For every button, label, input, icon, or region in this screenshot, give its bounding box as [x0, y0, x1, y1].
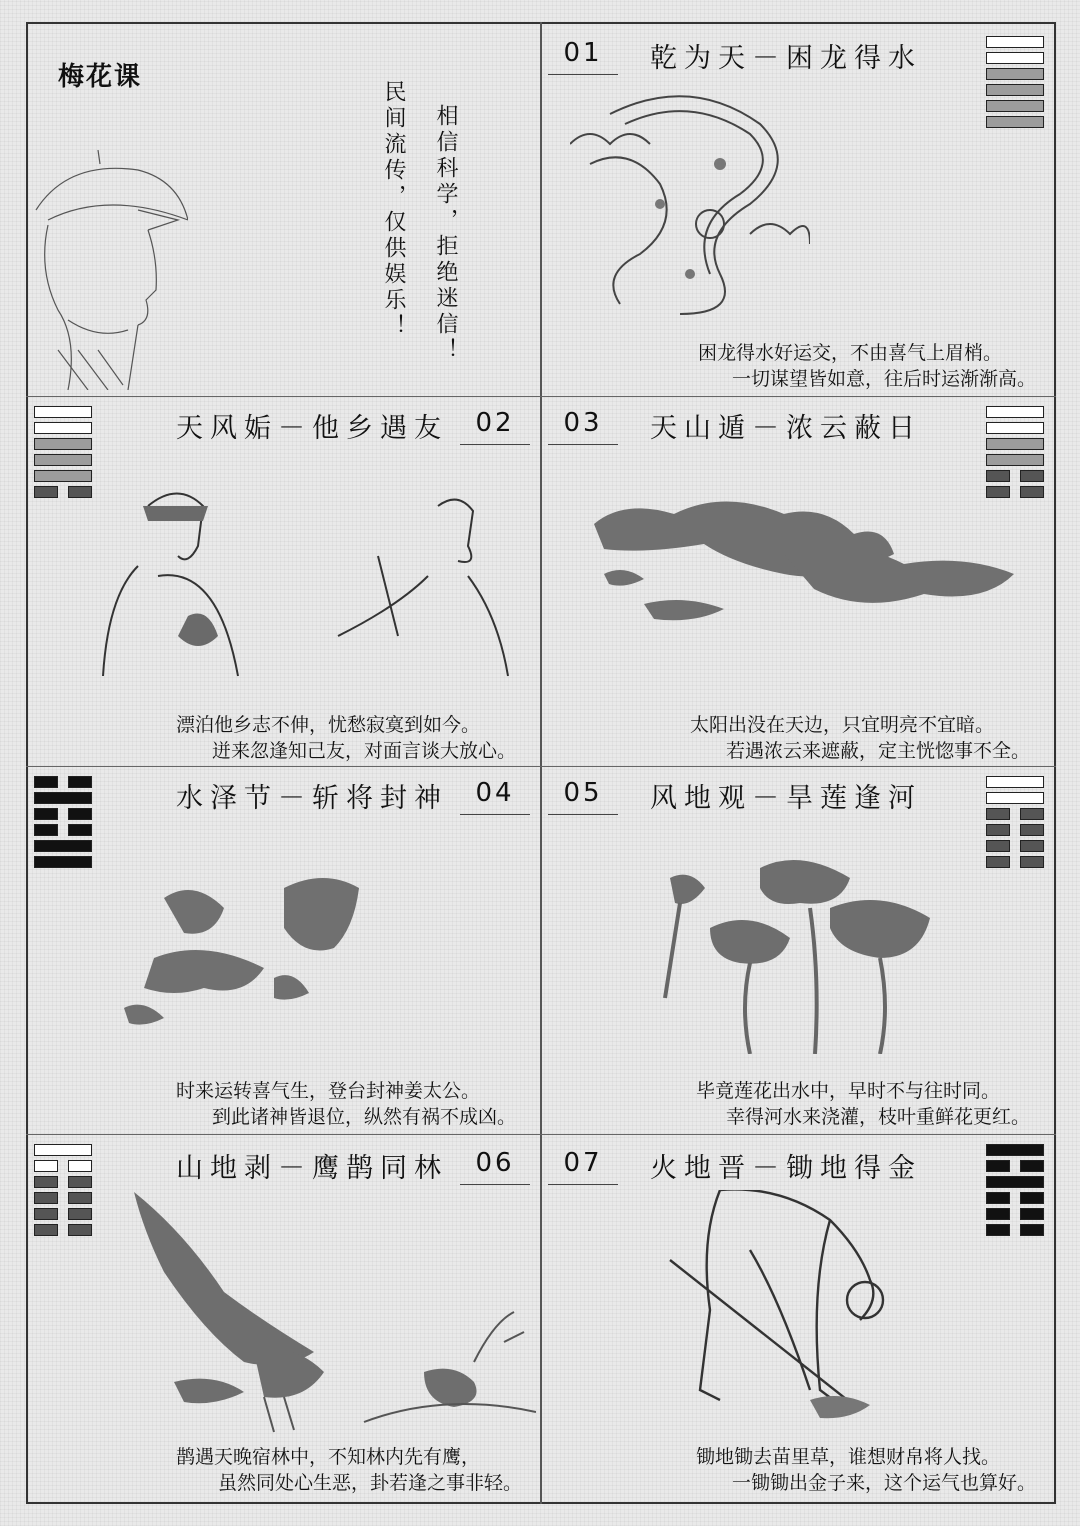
card-07-number: 07	[548, 1148, 618, 1185]
dragon-illustration	[570, 84, 810, 324]
hexagram-line-yin	[34, 776, 92, 788]
card-01-poem-line2: 一切谋望皆如意，往后时运渐渐高。	[732, 368, 1037, 390]
card-05-number: 05	[548, 778, 618, 815]
hexagram-line-yang	[34, 792, 92, 804]
card-07-title: 火地晋－锄地得金	[650, 1153, 922, 1184]
hexagram-line-yin	[34, 1208, 92, 1220]
hexagram-line-yang	[986, 52, 1044, 64]
card-03-poem-line1: 太阳出没在天边，只宜明亮不宜暗。	[690, 714, 995, 736]
hexagram-qian-icon	[986, 36, 1044, 132]
hexagram-line-yang	[986, 84, 1044, 96]
card-07-poem-line1: 锄地锄去苗里草，谁想财帛将人找。	[696, 1446, 1001, 1468]
hexagram-bo-icon	[34, 1144, 92, 1240]
hexagram-line-yang	[986, 68, 1044, 80]
card-01-poem-line1: 困龙得水好运交，不由喜气上眉梢。	[698, 342, 1003, 364]
hexagram-line-yang	[986, 116, 1044, 128]
card-03-poem-line2: 若遇浓云来遮蔽，定主恍惚事不全。	[726, 740, 1031, 762]
row-divider-3	[26, 1134, 1056, 1135]
hexagram-line-yin	[986, 808, 1044, 820]
card-03-number: 03	[548, 408, 618, 445]
card-02-poem-line1: 漂泊他乡志不伸，忧愁寂寞到如今。	[176, 714, 481, 736]
farmer-digging-illustration	[660, 1190, 920, 1426]
hexagram-line-yang	[34, 406, 92, 418]
hexagram-line-yang	[986, 1144, 1044, 1156]
hexagram-dun-icon	[986, 406, 1044, 502]
row-divider-2	[26, 766, 1056, 767]
hexagram-jin-icon	[986, 1144, 1044, 1240]
hexagram-line-yang	[986, 454, 1044, 466]
card-06-title: 山地剥－鹰鹊同林	[176, 1153, 448, 1184]
card-06-number: 06	[460, 1148, 530, 1185]
hexagram-line-yin	[986, 856, 1044, 868]
card-02-number: 02	[460, 408, 530, 445]
card-04-poem-line1: 时来运转喜气生，登台封神姜太公。	[176, 1080, 481, 1102]
lotus-illustration	[650, 848, 950, 1054]
dark-clouds-illustration	[584, 494, 1018, 634]
motto-right: 相信科学，拒绝迷信！	[433, 104, 458, 364]
card-05-title: 风地观－旱莲逢河	[650, 783, 922, 814]
hexagram-line-yang	[986, 792, 1044, 804]
hexagram-guan-icon	[986, 776, 1044, 872]
card-01-title: 乾为天－困龙得水	[650, 43, 922, 74]
brand-title: 梅花课	[58, 62, 143, 92]
hexagram-jie-icon	[34, 776, 92, 872]
hexagram-line-yin	[986, 1224, 1044, 1236]
card-07-poem-line2: 一锄锄出金子来，这个运气也算好。	[732, 1472, 1037, 1494]
two-friends-illustration	[98, 486, 518, 686]
hexagram-line-yin	[34, 808, 92, 820]
general-on-horse-illustration	[124, 828, 374, 1048]
eagle-and-magpie-illustration	[124, 1192, 536, 1436]
hexagram-line-yin	[986, 840, 1044, 852]
hexagram-line-yin	[34, 486, 92, 498]
hexagram-line-yang	[986, 776, 1044, 788]
hexagram-line-yang	[34, 1144, 92, 1156]
hexagram-line-yang	[986, 1176, 1044, 1188]
hexagram-line-yin	[986, 1192, 1044, 1204]
hexagram-gou-icon	[34, 406, 92, 502]
row-divider-1	[26, 396, 1056, 397]
hexagram-line-yin	[34, 1176, 92, 1188]
card-02-title: 天风姤－他乡遇友	[176, 413, 448, 444]
hexagram-line-yang	[986, 100, 1044, 112]
hexagram-line-yang	[34, 470, 92, 482]
hexagram-line-yang	[986, 36, 1044, 48]
card-04-poem-line2: 到此诸神皆退位，纵然有祸不成凶。	[212, 1106, 517, 1128]
hexagram-line-yin	[986, 470, 1044, 482]
hexagram-line-yang	[34, 422, 92, 434]
man-with-cap-illustration	[28, 150, 188, 390]
hexagram-line-yang	[34, 454, 92, 466]
hexagram-line-yang	[986, 422, 1044, 434]
hexagram-line-yang	[34, 840, 92, 852]
card-05-poem-line2: 幸得河水来浇灌，枝叶重鲜花更红。	[726, 1106, 1031, 1128]
hexagram-line-yin	[986, 1160, 1044, 1172]
hexagram-line-yang	[986, 438, 1044, 450]
card-04-title: 水泽节－斩将封神	[176, 783, 448, 814]
hexagram-line-yang	[34, 856, 92, 868]
motto-left: 民间流传，仅供娱乐！	[381, 80, 406, 340]
column-divider	[540, 22, 542, 1504]
hexagram-line-yin	[986, 824, 1044, 836]
hexagram-line-yang	[986, 406, 1044, 418]
card-01-number: 01	[548, 38, 618, 75]
card-06-poem-line1: 鹊遇天晚宿林中，不知林内先有鹰，	[176, 1446, 481, 1468]
hexagram-line-yang	[34, 438, 92, 450]
card-06-poem-line2: 虽然同处心生恶，卦若逢之事非轻。	[218, 1472, 523, 1494]
card-05-poem-line1: 毕竟莲花出水中，早时不与往时同。	[696, 1080, 1001, 1102]
hexagram-line-yin	[34, 824, 92, 836]
card-03-title: 天山遁－浓云蔽日	[650, 413, 922, 444]
hexagram-line-yin	[34, 1224, 92, 1236]
hexagram-line-yin	[34, 1160, 92, 1172]
card-02-poem-line2: 迸来忽逢知己友，对面言谈大放心。	[212, 740, 517, 762]
hexagram-line-yin	[986, 1208, 1044, 1220]
card-04-number: 04	[460, 778, 530, 815]
hexagram-line-yin	[34, 1192, 92, 1204]
